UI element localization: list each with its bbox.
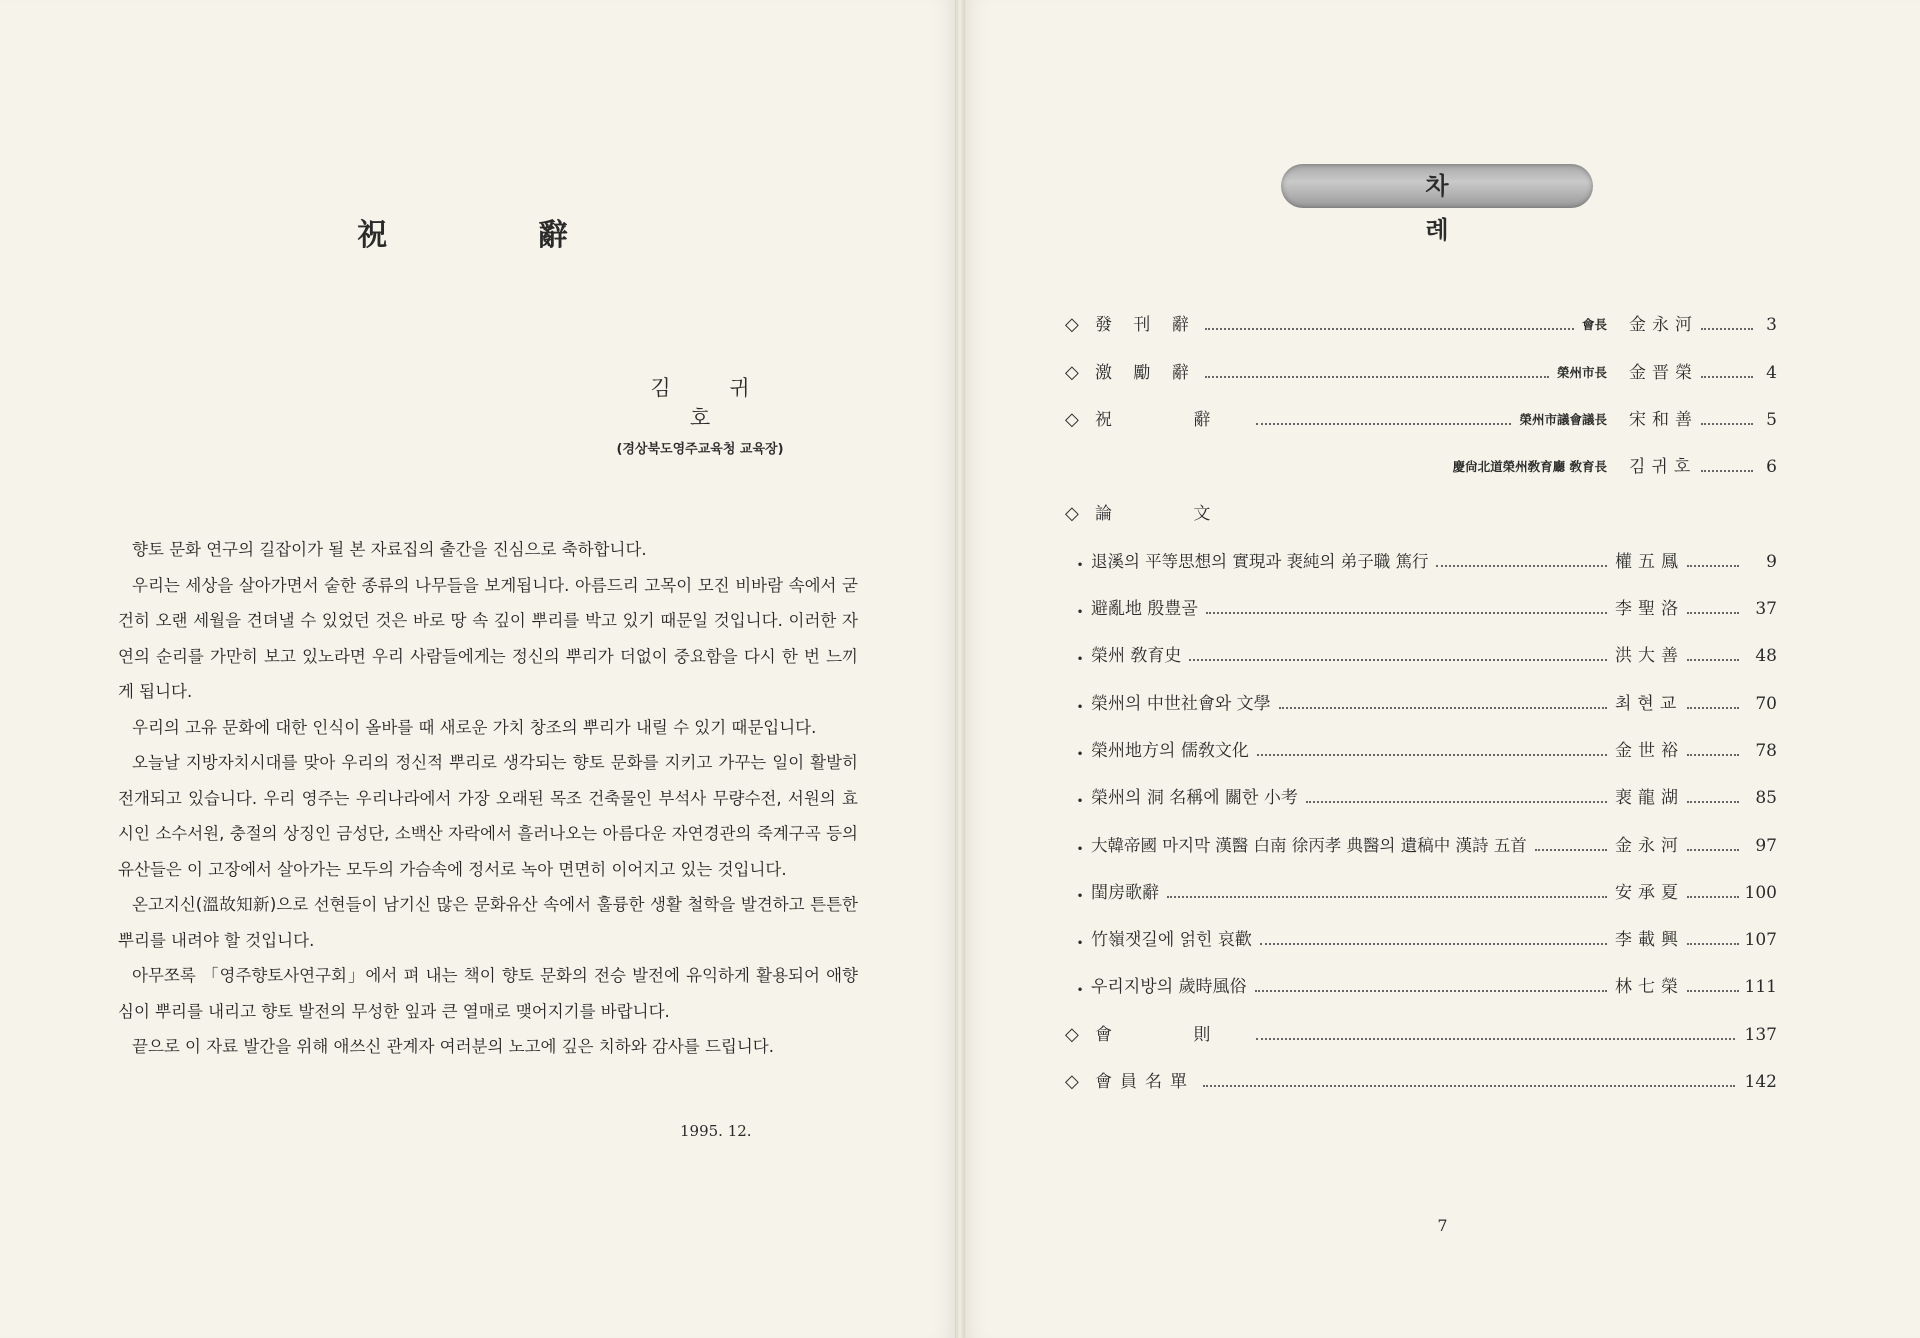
toc-title: 大韓帝國 마지막 漢醫 白南 徐丙孝 典醫의 遺稿中 漢詩 五首 — [1091, 835, 1527, 855]
dot-leader — [1687, 849, 1739, 851]
dot-leader — [1306, 801, 1607, 803]
dot-leader — [1257, 754, 1607, 756]
toc-role: 會長 — [1581, 317, 1607, 333]
toc-title: 退溪의 平等思想의 實現과 裵純의 弟子職 篤行 — [1091, 551, 1429, 571]
toc-title: 祝 辭 — [1095, 409, 1249, 430]
dot-leader — [1687, 943, 1739, 945]
dot-leader — [1256, 1038, 1735, 1040]
toc-row — [1065, 383, 1777, 430]
toc-role: 榮州市長 — [1556, 364, 1607, 380]
toc-row — [1065, 288, 1777, 335]
toc-row — [1065, 1045, 1777, 1092]
toc-title: 榮州의 中世社會와 文學 — [1091, 693, 1271, 714]
dot-leader — [1279, 707, 1607, 709]
toc-author: 李載興 — [1615, 930, 1684, 951]
letter-date: 1995. 12. — [680, 1122, 752, 1140]
toc-author: 李聖洛 — [1615, 599, 1684, 620]
bullet-icon: • — [1076, 936, 1084, 951]
diamond-icon: ◇ — [1065, 503, 1079, 525]
bullet-icon: • — [1076, 605, 1084, 620]
toc-page: 142 — [1744, 1072, 1777, 1093]
toc-author: 金永河 — [1615, 835, 1684, 856]
toc-page: 70 — [1755, 693, 1777, 714]
bullet-icon: • — [1076, 794, 1084, 809]
letter-paragraph: 오늘날 지방자치시대를 맞아 우리의 정신적 뿌리로 생각되는 향토 문화를 지키고 가꾸는 일이 활발히 전개되고 있습니다. 우리 영주는 우리나라에서 가장 오래된 목조 건축물인 부석사 무량수전, 서원의 효시인 소수서원, 충절의 상징인 금성단, 소백산 자락에서 흘러나오는 아름다운 자연경관의 죽계구곡 등의 유산들은 이 고장에서 살아가는 모두의 가슴속에 정서로 녹아 면면히 이어지고 있는 것입니다. — [118, 753, 858, 879]
dot-leader — [1687, 754, 1739, 756]
toc-title: 會員名單 — [1095, 1072, 1195, 1093]
toc-title: 우리지방의 歲時風俗 — [1091, 977, 1247, 998]
bullet-icon: • — [1076, 557, 1084, 572]
toc-page: 137 — [1744, 1024, 1777, 1045]
dot-leader — [1167, 896, 1607, 898]
toc-author: 洪大善 — [1615, 646, 1684, 667]
toc-title: 閨房歌辭 — [1091, 882, 1159, 903]
dot-leader — [1701, 423, 1753, 425]
author-block — [600, 372, 800, 457]
congratulatory-letter — [118, 532, 858, 1065]
dot-leader — [1436, 565, 1607, 567]
toc-role: 慶尙北道榮州敎育廳 敎育長 — [1452, 459, 1607, 475]
dot-leader — [1687, 707, 1739, 709]
letter-paragraph: 향토 문화 연구의 길잡이가 될 본 자료집의 출간을 진심으로 축하합니다. — [132, 540, 647, 559]
dot-leader — [1256, 423, 1511, 425]
toc-page: 4 — [1766, 362, 1777, 383]
toc-row — [1065, 950, 1777, 997]
letter-paragraph: 우리의 고유 문화에 대한 인식이 올바를 때 새로운 가치 창조의 뿌리가 내릴 수 있기 때문입니다. — [132, 717, 817, 737]
right-page — [965, 0, 1920, 1338]
toc-page: 78 — [1755, 740, 1777, 761]
toc-title: 榮州地方의 儒敎文化 — [1091, 740, 1249, 761]
toc-row — [1065, 856, 1777, 903]
toc-page: 3 — [1766, 315, 1777, 336]
toc-page: 37 — [1755, 599, 1777, 620]
letter-paragraph: 우리는 세상을 살아가면서 숱한 종류의 나무들을 보게됩니다. 아름드리 고목이 모진 비바람 속에서 굳건히 오랜 세월을 견뎌낼 수 있었던 것은 바로 땅 속 깊이 뿌리를 박고 있기 때문일 것입니다. 이러한 자연의 순리를 가만히 보고 있노라면 우리 사람들에게는 정신의 뿌리가 더없이 중요함을 다시 한 번 느끼게 됩니다. — [118, 575, 858, 701]
dot-leader — [1701, 328, 1753, 330]
toc-title: 榮州 敎育史 — [1091, 646, 1182, 667]
toc-row — [1065, 903, 1777, 950]
toc-title: 激 勵 辭 — [1095, 362, 1197, 383]
toc-page: 6 — [1766, 457, 1777, 478]
dot-leader — [1189, 659, 1607, 661]
toc-author: 安承夏 — [1615, 882, 1684, 903]
dot-leader — [1687, 565, 1739, 567]
dot-leader — [1535, 849, 1607, 851]
bullet-icon: • — [1076, 888, 1084, 903]
toc-page: 100 — [1744, 882, 1777, 903]
toc-page: 107 — [1744, 930, 1777, 951]
dot-leader — [1260, 943, 1607, 945]
toc-author: 宋和善 — [1629, 409, 1698, 430]
toc-row — [1065, 714, 1777, 761]
bullet-icon: • — [1076, 699, 1084, 714]
table-of-contents — [1065, 288, 1777, 1092]
dot-leader — [1701, 376, 1753, 378]
book-gutter — [955, 0, 965, 1338]
dot-leader — [1255, 990, 1607, 992]
dot-leader — [1205, 376, 1549, 378]
toc-author: 金世裕 — [1615, 740, 1684, 761]
toc-title: 竹嶺잿길에 얽힌 哀歡 — [1091, 930, 1252, 951]
bullet-icon: • — [1076, 841, 1084, 856]
toc-title: 避亂地 殷豊골 — [1091, 599, 1198, 620]
toc-title: 會 則 — [1095, 1024, 1249, 1045]
toc-author: 權五鳳 — [1615, 551, 1684, 572]
bullet-icon: • — [1076, 983, 1084, 998]
toc-author: 김귀호 — [1629, 457, 1697, 478]
toc-page: 111 — [1744, 977, 1777, 998]
toc-page: 5 — [1766, 409, 1777, 430]
toc-row — [1065, 808, 1777, 855]
dot-leader — [1687, 990, 1739, 992]
bullet-icon: • — [1076, 652, 1084, 667]
diamond-icon: ◇ — [1065, 1071, 1079, 1093]
dot-leader — [1687, 612, 1739, 614]
toc-title: 論 文 — [1095, 504, 1249, 525]
toc-row — [1065, 572, 1777, 619]
dot-leader — [1687, 801, 1739, 803]
letter-paragraph: 아무쪼록 「영주향토사연구회」에서 펴 내는 책이 향토 문화의 전승 발전에 유익하게 활용되어 애향심이 뿌리를 내리고 향토 발전의 무성한 잎과 큰 열매로 맺어지기를 바랍니다. — [118, 966, 858, 1021]
toc-role: 榮州市議會議長 — [1519, 411, 1607, 427]
toc-row — [1065, 666, 1777, 713]
dot-leader — [1701, 470, 1753, 472]
toc-title: 榮州의 洞 名稱에 關한 小考 — [1091, 788, 1298, 809]
bullet-icon: • — [1076, 746, 1084, 761]
author-name: 김 귀 호 — [650, 376, 776, 430]
toc-row — [1065, 619, 1777, 666]
toc-row — [1065, 430, 1777, 477]
dot-leader — [1205, 328, 1574, 330]
toc-row — [1065, 335, 1777, 382]
dot-leader — [1687, 659, 1739, 661]
left-page — [0, 0, 955, 1338]
diamond-icon: ◇ — [1065, 314, 1079, 336]
toc-banner: 차 례 — [1281, 164, 1593, 208]
toc-title: 發 刊 辭 — [1095, 315, 1197, 336]
toc-row — [1065, 997, 1777, 1044]
toc-author: 林七榮 — [1615, 977, 1684, 998]
page-title: 祝 辭 — [357, 218, 638, 253]
author-affiliation: (경상북도영주교육청 교육장) — [616, 442, 784, 457]
toc-row — [1065, 761, 1777, 808]
toc-page: 9 — [1766, 551, 1777, 572]
toc-author: 金永河 — [1629, 315, 1698, 336]
dot-leader — [1203, 1085, 1735, 1087]
letter-paragraph: 끝으로 이 자료 발간을 위해 애쓰신 관계자 여러분의 노고에 깊은 치하와 감사를 드립니다. — [132, 1037, 774, 1056]
toc-page: 97 — [1755, 835, 1777, 856]
toc-author: 金晋榮 — [1629, 362, 1698, 383]
dot-leader — [1687, 896, 1739, 898]
diamond-icon: ◇ — [1065, 361, 1079, 383]
toc-row — [1065, 524, 1777, 571]
diamond-icon: ◇ — [1065, 408, 1079, 430]
toc-page: 85 — [1755, 788, 1777, 809]
diamond-icon: ◇ — [1065, 1023, 1079, 1045]
toc-author: 裵龍湖 — [1615, 788, 1684, 809]
dot-leader — [1206, 612, 1607, 614]
toc-author: 최현교 — [1615, 693, 1683, 714]
page-number: 7 — [1437, 1216, 1448, 1235]
toc-page: 48 — [1755, 646, 1777, 667]
toc-section-heading — [1065, 477, 1777, 524]
letter-paragraph: 온고지신(溫故知新)으로 선현들이 남기신 많은 문화유산 속에서 훌륭한 생활 철학을 발견하고 튼튼한 뿌리를 내려야 할 것입니다. — [118, 895, 858, 950]
